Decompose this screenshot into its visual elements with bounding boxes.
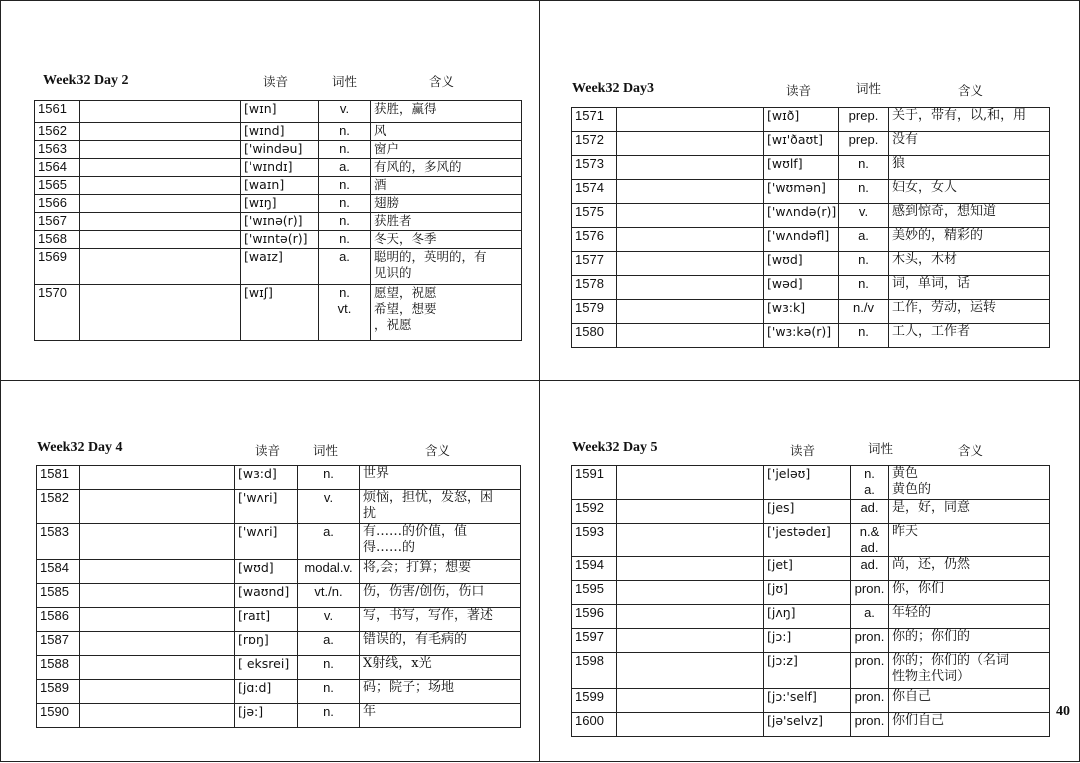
entry-number: 1586 <box>37 608 80 632</box>
part-of-speech: n. <box>298 680 360 704</box>
meaning: 没有 <box>889 132 1050 156</box>
word-cell <box>617 300 764 324</box>
word-cell <box>617 653 764 689</box>
part-of-speech: vt./n. <box>298 584 360 608</box>
section-day4 <box>0 381 540 762</box>
meaning: 是，好，同意 <box>889 500 1050 524</box>
meaning: 烦恼，担忧，发怒，困 扰 <box>360 490 521 524</box>
part-of-speech: a. <box>298 632 360 656</box>
pronunciation: [rɒŋ] <box>235 632 298 656</box>
entry-number: 1574 <box>572 180 617 204</box>
table-row <box>572 276 1050 300</box>
table-row <box>37 704 521 728</box>
word-cell <box>617 605 764 629</box>
pronunciation: ['jeləʊ] <box>764 466 851 500</box>
part-of-speech: ad. <box>851 500 889 524</box>
entry-number: 1596 <box>572 605 617 629</box>
pronunciation: ['wʌndə(r)] <box>764 204 839 228</box>
word-cell <box>617 156 764 180</box>
word-cell <box>617 524 764 557</box>
word-cell <box>617 276 764 300</box>
part-of-speech: n. a. <box>851 466 889 500</box>
pronunciation: [jɔ:'self] <box>764 689 851 713</box>
table-row <box>572 605 1050 629</box>
table-row <box>572 500 1050 524</box>
entry-number: 1564 <box>35 159 80 177</box>
meaning: 有风的，多风的 <box>371 159 522 177</box>
part-of-speech: ad. <box>851 557 889 581</box>
table-row <box>37 466 521 490</box>
table-row <box>572 252 1050 276</box>
meaning: 聪明的，英明的，有 见识的 <box>371 249 522 285</box>
word-cell <box>80 231 241 249</box>
pronunciation: [wɪð] <box>764 108 839 132</box>
meaning: 风 <box>371 123 522 141</box>
pronunciation: ['windəu] <box>241 141 319 159</box>
meaning: 美妙的，精彩的 <box>889 228 1050 252</box>
pronunciation: [jə:] <box>235 704 298 728</box>
entry-number: 1593 <box>572 524 617 557</box>
meaning: 世界 <box>360 466 521 490</box>
table-row <box>572 300 1050 324</box>
pronunciation: [jɔ:] <box>764 629 851 653</box>
pronunciation: [wʊd] <box>235 560 298 584</box>
part-of-speech: n. <box>319 195 371 213</box>
table-row <box>37 656 521 680</box>
entry-number: 1569 <box>35 249 80 285</box>
meaning: 你的；你们的 <box>889 629 1050 653</box>
word-cell <box>80 466 235 490</box>
part-of-speech: n. <box>319 213 371 231</box>
table-row <box>35 159 522 177</box>
pronunciation: ['wʌndəfl] <box>764 228 839 252</box>
table-row <box>572 557 1050 581</box>
word-cell <box>80 490 235 524</box>
entry-number: 1588 <box>37 656 80 680</box>
section-day5 <box>540 381 1080 762</box>
table-row <box>35 141 522 159</box>
pronunciation: [wʊlf] <box>764 156 839 180</box>
entry-number: 1584 <box>37 560 80 584</box>
meaning: 工作，劳动，运转 <box>889 300 1050 324</box>
meaning: 工人，工作者 <box>889 324 1050 348</box>
part-of-speech: v. <box>319 101 371 123</box>
part-of-speech: n.& ad. <box>851 524 889 557</box>
part-of-speech: pron. <box>851 629 889 653</box>
word-cell <box>617 108 764 132</box>
word-cell <box>80 524 235 560</box>
table-row <box>572 156 1050 180</box>
meaning: 你的；你们的（名词 性物主代词） <box>889 653 1050 689</box>
entry-number: 1561 <box>35 101 80 123</box>
pronunciation: ['wɜ:kə(r)] <box>764 324 839 348</box>
word-cell <box>617 557 764 581</box>
table-row <box>37 490 521 524</box>
part-of-speech: a. <box>839 228 889 252</box>
section-day2 <box>0 0 540 381</box>
word-cell <box>80 285 241 341</box>
part-of-speech: prep. <box>839 132 889 156</box>
meaning: 昨天 <box>889 524 1050 557</box>
meaning: 你自己 <box>889 689 1050 713</box>
table-row <box>572 689 1050 713</box>
table-row <box>572 713 1050 737</box>
vocab-table <box>571 107 1050 348</box>
pronunciation: [waɪn] <box>241 177 319 195</box>
word-cell <box>80 159 241 177</box>
vocab-table <box>571 465 1050 737</box>
entry-number: 1582 <box>37 490 80 524</box>
word-cell <box>617 689 764 713</box>
entry-number: 1563 <box>35 141 80 159</box>
word-cell <box>617 132 764 156</box>
table-row <box>35 177 522 195</box>
pronunciation: [wəd] <box>764 276 839 300</box>
part-of-speech: n. <box>298 704 360 728</box>
meaning: 愿望，祝愿 希望，想要 ，祝愿 <box>371 285 522 341</box>
meaning: 获胜，赢得 <box>371 101 522 123</box>
word-cell <box>80 704 235 728</box>
meaning: 狼 <box>889 156 1050 180</box>
entry-number: 1567 <box>35 213 80 231</box>
meaning: 木头，木材 <box>889 252 1050 276</box>
entry-number: 1589 <box>37 680 80 704</box>
table-row <box>35 195 522 213</box>
word-cell <box>80 680 235 704</box>
entry-number: 1571 <box>572 108 617 132</box>
entry-number: 1577 <box>572 252 617 276</box>
table-row <box>37 524 521 560</box>
pronunciation: ['wɪnə(r)] <box>241 213 319 231</box>
part-of-speech: n./v <box>839 300 889 324</box>
col-label-meaning: 含义 <box>429 74 455 89</box>
part-of-speech: pron. <box>851 581 889 605</box>
word-cell <box>80 177 241 195</box>
pronunciation: [jʌŋ] <box>764 605 851 629</box>
pronunciation: [jɑ:d] <box>235 680 298 704</box>
entry-number: 1579 <box>572 300 617 324</box>
word-cell <box>617 228 764 252</box>
entry-number: 1578 <box>572 276 617 300</box>
entry-number: 1597 <box>572 629 617 653</box>
meaning: 妇女，女人 <box>889 180 1050 204</box>
meaning: 伤，伤害/创伤，伤口 <box>360 584 521 608</box>
word-cell <box>617 204 764 228</box>
word-cell <box>617 252 764 276</box>
table-row <box>37 584 521 608</box>
word-cell <box>80 608 235 632</box>
meaning: 黄色 黄色的 <box>889 466 1050 500</box>
word-cell <box>80 249 241 285</box>
word-cell <box>80 656 235 680</box>
table-row <box>37 608 521 632</box>
table-row <box>572 629 1050 653</box>
pronunciation: [waɪz] <box>241 249 319 285</box>
pronunciation: [raɪt] <box>235 608 298 632</box>
col-label-meaning: 含义 <box>958 443 984 458</box>
col-label-meaning: 含义 <box>425 443 451 458</box>
pronunciation: ['jestədeɪ] <box>764 524 851 557</box>
entry-number: 1566 <box>35 195 80 213</box>
meaning: 有……的价值，值 得……的 <box>360 524 521 560</box>
page-number: 40 <box>1056 704 1070 719</box>
entry-number: 1581 <box>37 466 80 490</box>
entry-number: 1565 <box>35 177 80 195</box>
meaning: 你们自己 <box>889 713 1050 737</box>
meaning: 写，书写，写作，著述 <box>360 608 521 632</box>
part-of-speech: v. <box>298 490 360 524</box>
table-row <box>35 285 522 341</box>
pronunciation: [ˈwɪndɪ] <box>241 159 319 177</box>
table-row <box>572 324 1050 348</box>
section-title: Week32 Day3 <box>572 81 655 96</box>
pronunciation: ['wʌri] <box>235 524 298 560</box>
entry-number: 1562 <box>35 123 80 141</box>
entry-number: 1598 <box>572 653 617 689</box>
pronunciation: [jes] <box>764 500 851 524</box>
table-row <box>35 213 522 231</box>
entry-number: 1600 <box>572 713 617 737</box>
word-cell <box>80 141 241 159</box>
table-row <box>572 132 1050 156</box>
word-cell <box>617 713 764 737</box>
word-cell <box>617 324 764 348</box>
entry-number: 1585 <box>37 584 80 608</box>
col-label-pron: 读音 <box>790 443 816 458</box>
pronunciation: [wɪ'ðaʊt] <box>764 132 839 156</box>
part-of-speech: v. <box>298 608 360 632</box>
entry-number: 1570 <box>35 285 80 341</box>
pronunciation: [jɔ:z] <box>764 653 851 689</box>
word-cell <box>80 213 241 231</box>
section-title: Week32 Day 2 <box>43 73 129 88</box>
word-cell <box>617 500 764 524</box>
section-day3 <box>540 0 1080 381</box>
part-of-speech: n. <box>319 123 371 141</box>
part-of-speech: n. vt. <box>319 285 371 341</box>
col-label-pos: 词性 <box>856 81 882 96</box>
meaning: 感到惊奇，想知道 <box>889 204 1050 228</box>
pronunciation: [jʊ] <box>764 581 851 605</box>
vocab-table <box>34 100 522 341</box>
part-of-speech: n. <box>839 276 889 300</box>
section-title: Week32 Day 4 <box>37 440 123 455</box>
pronunciation: [wɪŋ] <box>241 195 319 213</box>
part-of-speech: a. <box>319 159 371 177</box>
meaning: X射线，x光 <box>360 656 521 680</box>
entry-number: 1594 <box>572 557 617 581</box>
table-row <box>35 231 522 249</box>
table-row <box>35 101 522 123</box>
part-of-speech: pron. <box>851 713 889 737</box>
word-cell <box>80 560 235 584</box>
pronunciation: [wɪnd] <box>241 123 319 141</box>
part-of-speech: prep. <box>839 108 889 132</box>
pronunciation: [ eksrei] <box>235 656 298 680</box>
word-cell <box>80 101 241 123</box>
entry-number: 1568 <box>35 231 80 249</box>
entry-number: 1573 <box>572 156 617 180</box>
part-of-speech: n. <box>298 656 360 680</box>
word-cell <box>617 466 764 500</box>
entry-number: 1590 <box>37 704 80 728</box>
part-of-speech: a. <box>298 524 360 560</box>
pronunciation: [jə'selvz] <box>764 713 851 737</box>
pronunciation: [wɪʃ] <box>241 285 319 341</box>
table-row <box>37 680 521 704</box>
section-title: Week32 Day 5 <box>572 440 658 455</box>
pronunciation: [wʊd] <box>764 252 839 276</box>
entry-number: 1572 <box>572 132 617 156</box>
meaning: 窗户 <box>371 141 522 159</box>
word-cell <box>80 584 235 608</box>
word-cell <box>80 123 241 141</box>
word-cell <box>617 629 764 653</box>
part-of-speech: pron. <box>851 689 889 713</box>
table-row <box>35 249 522 285</box>
word-cell <box>617 581 764 605</box>
entry-number: 1580 <box>572 324 617 348</box>
col-label-pos: 词性 <box>868 441 894 456</box>
part-of-speech: pron. <box>851 653 889 689</box>
entry-number: 1583 <box>37 524 80 560</box>
entry-number: 1575 <box>572 204 617 228</box>
table-row <box>572 228 1050 252</box>
meaning: 年轻的 <box>889 605 1050 629</box>
word-cell <box>80 195 241 213</box>
meaning: 你，你们 <box>889 581 1050 605</box>
part-of-speech: n. <box>319 141 371 159</box>
pronunciation: [wɜ:d] <box>235 466 298 490</box>
meaning: 码；院子；场地 <box>360 680 521 704</box>
word-cell <box>617 180 764 204</box>
table-row <box>37 632 521 656</box>
col-label-meaning: 含义 <box>958 83 984 98</box>
meaning: 酒 <box>371 177 522 195</box>
pronunciation: ['wʊmən] <box>764 180 839 204</box>
meaning: 尚，还，仍然 <box>889 557 1050 581</box>
col-label-pos: 词性 <box>313 443 339 458</box>
vocab-table <box>36 465 521 728</box>
part-of-speech: a. <box>319 249 371 285</box>
col-label-pron: 读音 <box>255 443 281 458</box>
entry-number: 1591 <box>572 466 617 500</box>
pronunciation: [wɪn] <box>241 101 319 123</box>
table-row <box>572 108 1050 132</box>
entry-number: 1587 <box>37 632 80 656</box>
meaning: 冬天，冬季 <box>371 231 522 249</box>
col-label-pron: 读音 <box>786 83 812 98</box>
table-row <box>572 653 1050 689</box>
pronunciation: ['wɪntə(r)] <box>241 231 319 249</box>
entry-number: 1576 <box>572 228 617 252</box>
word-cell <box>80 632 235 656</box>
col-label-pron: 读音 <box>263 74 289 89</box>
table-row <box>572 180 1050 204</box>
table-row <box>35 123 522 141</box>
meaning: 获胜者 <box>371 213 522 231</box>
part-of-speech: n. <box>839 324 889 348</box>
table-row <box>572 204 1050 228</box>
meaning: 翅膀 <box>371 195 522 213</box>
part-of-speech: n. <box>839 156 889 180</box>
part-of-speech: n. <box>298 466 360 490</box>
meaning: 将,会；打算；想要 <box>360 560 521 584</box>
col-label-pos: 词性 <box>332 74 358 89</box>
table-row <box>572 581 1050 605</box>
meaning: 关于，带有，以,和，用 <box>889 108 1050 132</box>
part-of-speech: n. <box>319 177 371 195</box>
pronunciation: [jet] <box>764 557 851 581</box>
pronunciation: [waʊnd] <box>235 584 298 608</box>
meaning: 词，单词，话 <box>889 276 1050 300</box>
meaning: 年 <box>360 704 521 728</box>
table-row <box>572 466 1050 500</box>
meaning: 错误的，有毛病的 <box>360 632 521 656</box>
entry-number: 1592 <box>572 500 617 524</box>
pronunciation: ['wʌri] <box>235 490 298 524</box>
table-row <box>37 560 521 584</box>
entry-number: 1595 <box>572 581 617 605</box>
part-of-speech: n. <box>319 231 371 249</box>
part-of-speech: n. <box>839 180 889 204</box>
part-of-speech: a. <box>851 605 889 629</box>
table-row <box>572 524 1050 557</box>
pronunciation: [wɜ:k] <box>764 300 839 324</box>
part-of-speech: n. <box>839 252 889 276</box>
part-of-speech: modal.v. <box>298 560 360 584</box>
part-of-speech: v. <box>839 204 889 228</box>
entry-number: 1599 <box>572 689 617 713</box>
